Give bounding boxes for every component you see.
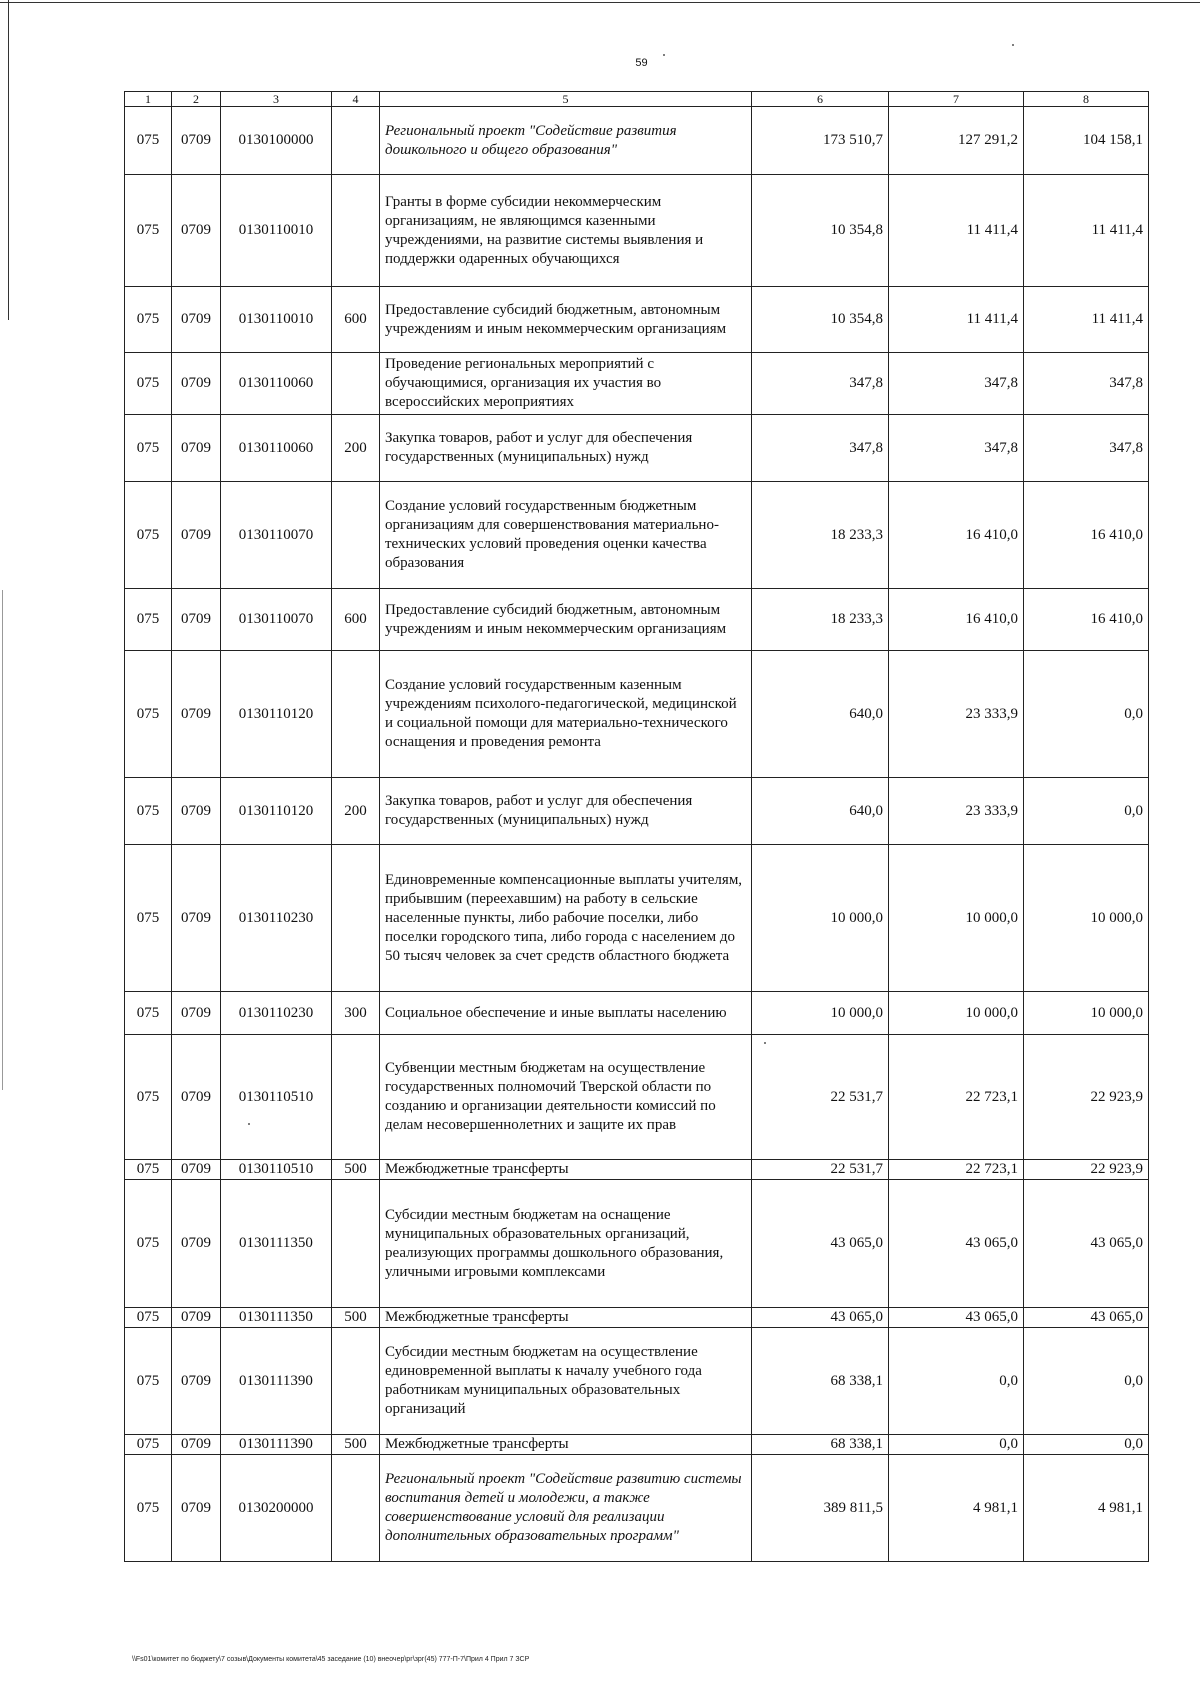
amount-col8-cell: 43 065,0 (1024, 1180, 1149, 1308)
amount-col7-cell: 10 000,0 (889, 992, 1024, 1035)
amount-col6-cell: 43 065,0 (752, 1180, 889, 1308)
table-row (125, 482, 1149, 589)
description-cell: Региональный проект "Содействие развитию системы воспитания детей и молодежи, а также совершенствование условий для реализации дополнительных образовательных программ" (380, 1455, 752, 1562)
target-article-cell: 0130110060 (221, 353, 332, 415)
expense-type-cell (332, 1035, 380, 1160)
description-cell: Субсидии местным бюджетам на осуществление единовременной выплаты к началу учебного года работникам муниципальных образовательных организаций (380, 1328, 752, 1435)
target-article-cell: 0130111390 (221, 1435, 332, 1455)
description-cell: Закупка товаров, работ и услуг для обеспечения государственных (муниципальных) нужд (380, 778, 752, 845)
amount-col6-cell: 10 000,0 (752, 845, 889, 992)
admin-code-cell: 075 (125, 482, 172, 589)
admin-code-cell: 075 (125, 589, 172, 651)
amount-col7-cell: 10 000,0 (889, 845, 1024, 992)
description-cell: Субсидии местным бюджетам на оснащение муниципальных образовательных организаций, реализующих программы дошкольного образования, уличными игровыми комплексами (380, 1180, 752, 1308)
expense-type-cell: 200 (332, 415, 380, 482)
admin-code-cell: 075 (125, 1455, 172, 1562)
admin-code-cell: 075 (125, 107, 172, 175)
amount-col8-cell: 22 923,9 (1024, 1160, 1149, 1180)
description-cell: Закупка товаров, работ и услуг для обеспечения государственных (муниципальных) нужд (380, 415, 752, 482)
col-header: 2 (172, 92, 221, 107)
amount-col7-cell: 11 411,4 (889, 175, 1024, 287)
col-header: 7 (889, 92, 1024, 107)
amount-col7-cell: 23 333,9 (889, 651, 1024, 778)
amount-col6-cell: 347,8 (752, 415, 889, 482)
admin-code-cell: 075 (125, 1035, 172, 1160)
amount-col7-cell: 16 410,0 (889, 482, 1024, 589)
section-code-cell: 0709 (172, 589, 221, 651)
amount-col6-cell: 68 338,1 (752, 1435, 889, 1455)
section-code-cell: 0709 (172, 845, 221, 992)
table-row (125, 287, 1149, 353)
amount-col7-cell: 43 065,0 (889, 1308, 1024, 1328)
description-cell: Предоставление субсидий бюджетным, автономным учреждениям и иным некоммерческим организациям (380, 287, 752, 353)
amount-col8-cell: 10 000,0 (1024, 845, 1149, 992)
expense-type-cell: 500 (332, 1308, 380, 1328)
section-code-cell: 0709 (172, 1180, 221, 1308)
section-code-cell: 0709 (172, 287, 221, 353)
amount-col7-cell: 22 723,1 (889, 1160, 1024, 1180)
amount-col6-cell: 347,8 (752, 353, 889, 415)
amount-col8-cell: 16 410,0 (1024, 589, 1149, 651)
amount-col6-cell: 389 811,5 (752, 1455, 889, 1562)
expense-type-cell: 600 (332, 589, 380, 651)
admin-code-cell: 075 (125, 651, 172, 778)
scan-edge-line (2, 590, 3, 1090)
scan-speck (1012, 44, 1014, 46)
target-article-cell: 0130110510 (221, 1035, 332, 1160)
admin-code-cell: 075 (125, 992, 172, 1035)
admin-code-cell: 075 (125, 1328, 172, 1435)
amount-col7-cell: 43 065,0 (889, 1180, 1024, 1308)
target-article-cell: 0130110010 (221, 287, 332, 353)
file-path-footer: \\Fs01\комитет по бюджету\7 созыв\Документы комитета\45 заседание (10) внеочер\рг\зрг(45) 777-П-7\Прил 4 Прил 7 ЗСР (132, 1656, 530, 1663)
description-cell: Создание условий государственным казенным учреждениям психолого-педагогической, медицинской и социальной помощи для материально-технического оснащения и проведения ремонта (380, 651, 752, 778)
description-cell: Межбюджетные трансферты (380, 1160, 752, 1180)
amount-col7-cell: 11 411,4 (889, 287, 1024, 353)
amount-col6-cell: 43 065,0 (752, 1308, 889, 1328)
amount-col8-cell: 10 000,0 (1024, 992, 1149, 1035)
table-row (125, 1160, 1149, 1180)
admin-code-cell: 075 (125, 175, 172, 287)
scan-edge-line (0, 2, 1200, 3)
amount-col8-cell: 22 923,9 (1024, 1035, 1149, 1160)
table-row (125, 1035, 1149, 1160)
page-number: 59 (635, 57, 648, 69)
amount-col7-cell: 0,0 (889, 1328, 1024, 1435)
description-cell: Социальное обеспечение и иные выплаты населению (380, 992, 752, 1035)
target-article-cell: 0130110070 (221, 482, 332, 589)
section-code-cell: 0709 (172, 482, 221, 589)
amount-col6-cell: 22 531,7 (752, 1035, 889, 1160)
table-row (125, 175, 1149, 287)
expense-type-cell: 500 (332, 1160, 380, 1180)
description-cell: Единовременные компенсационные выплаты учителям, прибывшим (переехавшим) на работу в сельские населенные пункты, либо рабочие поселки, либо поселки городского типа, либо города с населением до 50 тысяч человек за счет средств областного бюджета (380, 845, 752, 992)
description-cell: Предоставление субсидий бюджетным, автономным учреждениям и иным некоммерческим организациям (380, 589, 752, 651)
amount-col7-cell: 127 291,2 (889, 107, 1024, 175)
expense-type-cell: 200 (332, 778, 380, 845)
table-row (125, 589, 1149, 651)
table-row (125, 1435, 1149, 1455)
description-cell: Региональный проект "Содействие развития дошкольного и общего образования" (380, 107, 752, 175)
table-row (125, 778, 1149, 845)
section-code-cell: 0709 (172, 1328, 221, 1435)
target-article-cell: 0130111350 (221, 1308, 332, 1328)
target-article-cell: 0130110010 (221, 175, 332, 287)
expense-type-cell (332, 107, 380, 175)
amount-col6-cell: 68 338,1 (752, 1328, 889, 1435)
col-header: 6 (752, 92, 889, 107)
section-code-cell: 0709 (172, 778, 221, 845)
amount-col8-cell: 0,0 (1024, 1435, 1149, 1455)
table-row (125, 1180, 1149, 1308)
description-cell: Создание условий государственным бюджетным организациям для совершенствования материально-технических условий проведения оценки качества образования (380, 482, 752, 589)
amount-col8-cell: 0,0 (1024, 778, 1149, 845)
expense-type-cell (332, 353, 380, 415)
table-row (125, 107, 1149, 175)
admin-code-cell: 075 (125, 845, 172, 992)
amount-col7-cell: 347,8 (889, 415, 1024, 482)
target-article-cell: 0130110120 (221, 778, 332, 845)
table-row (125, 415, 1149, 482)
target-article-cell: 0130100000 (221, 107, 332, 175)
amount-col8-cell: 347,8 (1024, 415, 1149, 482)
target-article-cell: 0130110060 (221, 415, 332, 482)
budget-table (124, 91, 1149, 1562)
description-cell: Проведение региональных мероприятий с обучающимися, организация их участия во всероссийских мероприятиях (380, 353, 752, 415)
amount-col6-cell: 640,0 (752, 651, 889, 778)
target-article-cell: 0130200000 (221, 1455, 332, 1562)
target-article-cell: 0130110230 (221, 992, 332, 1035)
section-code-cell: 0709 (172, 107, 221, 175)
amount-col7-cell: 23 333,9 (889, 778, 1024, 845)
amount-col7-cell: 347,8 (889, 353, 1024, 415)
admin-code-cell: 075 (125, 1308, 172, 1328)
section-code-cell: 0709 (172, 1308, 221, 1328)
amount-col7-cell: 22 723,1 (889, 1035, 1024, 1160)
section-code-cell: 0709 (172, 651, 221, 778)
admin-code-cell: 075 (125, 415, 172, 482)
scan-speck (663, 54, 665, 56)
amount-col8-cell: 16 410,0 (1024, 482, 1149, 589)
admin-code-cell: 075 (125, 1180, 172, 1308)
expense-type-cell (332, 651, 380, 778)
admin-code-cell: 075 (125, 1435, 172, 1455)
amount-col8-cell: 11 411,4 (1024, 287, 1149, 353)
description-cell: Межбюджетные трансферты (380, 1308, 752, 1328)
table-row (125, 992, 1149, 1035)
expense-type-cell (332, 1455, 380, 1562)
amount-col6-cell: 18 233,3 (752, 482, 889, 589)
amount-col6-cell: 10 354,8 (752, 287, 889, 353)
scan-edge-line (8, 0, 9, 320)
table-row (125, 651, 1149, 778)
col-header: 4 (332, 92, 380, 107)
col-header: 1 (125, 92, 172, 107)
table-row (125, 1455, 1149, 1562)
expense-type-cell: 600 (332, 287, 380, 353)
section-code-cell: 0709 (172, 1160, 221, 1180)
amount-col6-cell: 173 510,7 (752, 107, 889, 175)
section-code-cell: 0709 (172, 175, 221, 287)
amount-col6-cell: 10 000,0 (752, 992, 889, 1035)
amount-col8-cell: 104 158,1 (1024, 107, 1149, 175)
target-article-cell: 0130110120 (221, 651, 332, 778)
expense-type-cell (332, 845, 380, 992)
description-cell: Межбюджетные трансферты (380, 1435, 752, 1455)
admin-code-cell: 075 (125, 353, 172, 415)
expense-type-cell: 300 (332, 992, 380, 1035)
expense-type-cell (332, 1328, 380, 1435)
amount-col6-cell: 18 233,3 (752, 589, 889, 651)
section-code-cell: 0709 (172, 1035, 221, 1160)
amount-col6-cell: 640,0 (752, 778, 889, 845)
description-cell: Субвенции местным бюджетам на осуществление государственных полномочий Тверской области по созданию и организации деятельности комиссий по делам несовершеннолетних и защите их прав (380, 1035, 752, 1160)
target-article-cell: 0130110510 (221, 1160, 332, 1180)
col-header: 8 (1024, 92, 1149, 107)
col-header: 5 (380, 92, 752, 107)
target-article-cell: 0130110070 (221, 589, 332, 651)
column-number-row (125, 92, 1149, 107)
table-row (125, 353, 1149, 415)
section-code-cell: 0709 (172, 353, 221, 415)
section-code-cell: 0709 (172, 992, 221, 1035)
admin-code-cell: 075 (125, 1160, 172, 1180)
expense-type-cell (332, 482, 380, 589)
amount-col8-cell: 4 981,1 (1024, 1455, 1149, 1562)
table-row (125, 845, 1149, 992)
amount-col8-cell: 347,8 (1024, 353, 1149, 415)
target-article-cell: 0130110230 (221, 845, 332, 992)
section-code-cell: 0709 (172, 1455, 221, 1562)
description-cell: Гранты в форме субсидии некоммерческим организациям, не являющимся казенными учреждениями, на развитие системы выявления и поддержки одаренных обучающихся (380, 175, 752, 287)
admin-code-cell: 075 (125, 778, 172, 845)
amount-col8-cell: 0,0 (1024, 1328, 1149, 1435)
table-row (125, 1308, 1149, 1328)
table-row (125, 1328, 1149, 1435)
expense-type-cell (332, 175, 380, 287)
amount-col8-cell: 0,0 (1024, 651, 1149, 778)
amount-col8-cell: 11 411,4 (1024, 175, 1149, 287)
section-code-cell: 0709 (172, 1435, 221, 1455)
expense-type-cell (332, 1180, 380, 1308)
amount-col6-cell: 10 354,8 (752, 175, 889, 287)
target-article-cell: 0130111350 (221, 1180, 332, 1308)
amount-col7-cell: 16 410,0 (889, 589, 1024, 651)
expense-type-cell: 500 (332, 1435, 380, 1455)
col-header: 3 (221, 92, 332, 107)
target-article-cell: 0130111390 (221, 1328, 332, 1435)
admin-code-cell: 075 (125, 287, 172, 353)
amount-col8-cell: 43 065,0 (1024, 1308, 1149, 1328)
amount-col7-cell: 4 981,1 (889, 1455, 1024, 1562)
amount-col6-cell: 22 531,7 (752, 1160, 889, 1180)
section-code-cell: 0709 (172, 415, 221, 482)
amount-col7-cell: 0,0 (889, 1435, 1024, 1455)
